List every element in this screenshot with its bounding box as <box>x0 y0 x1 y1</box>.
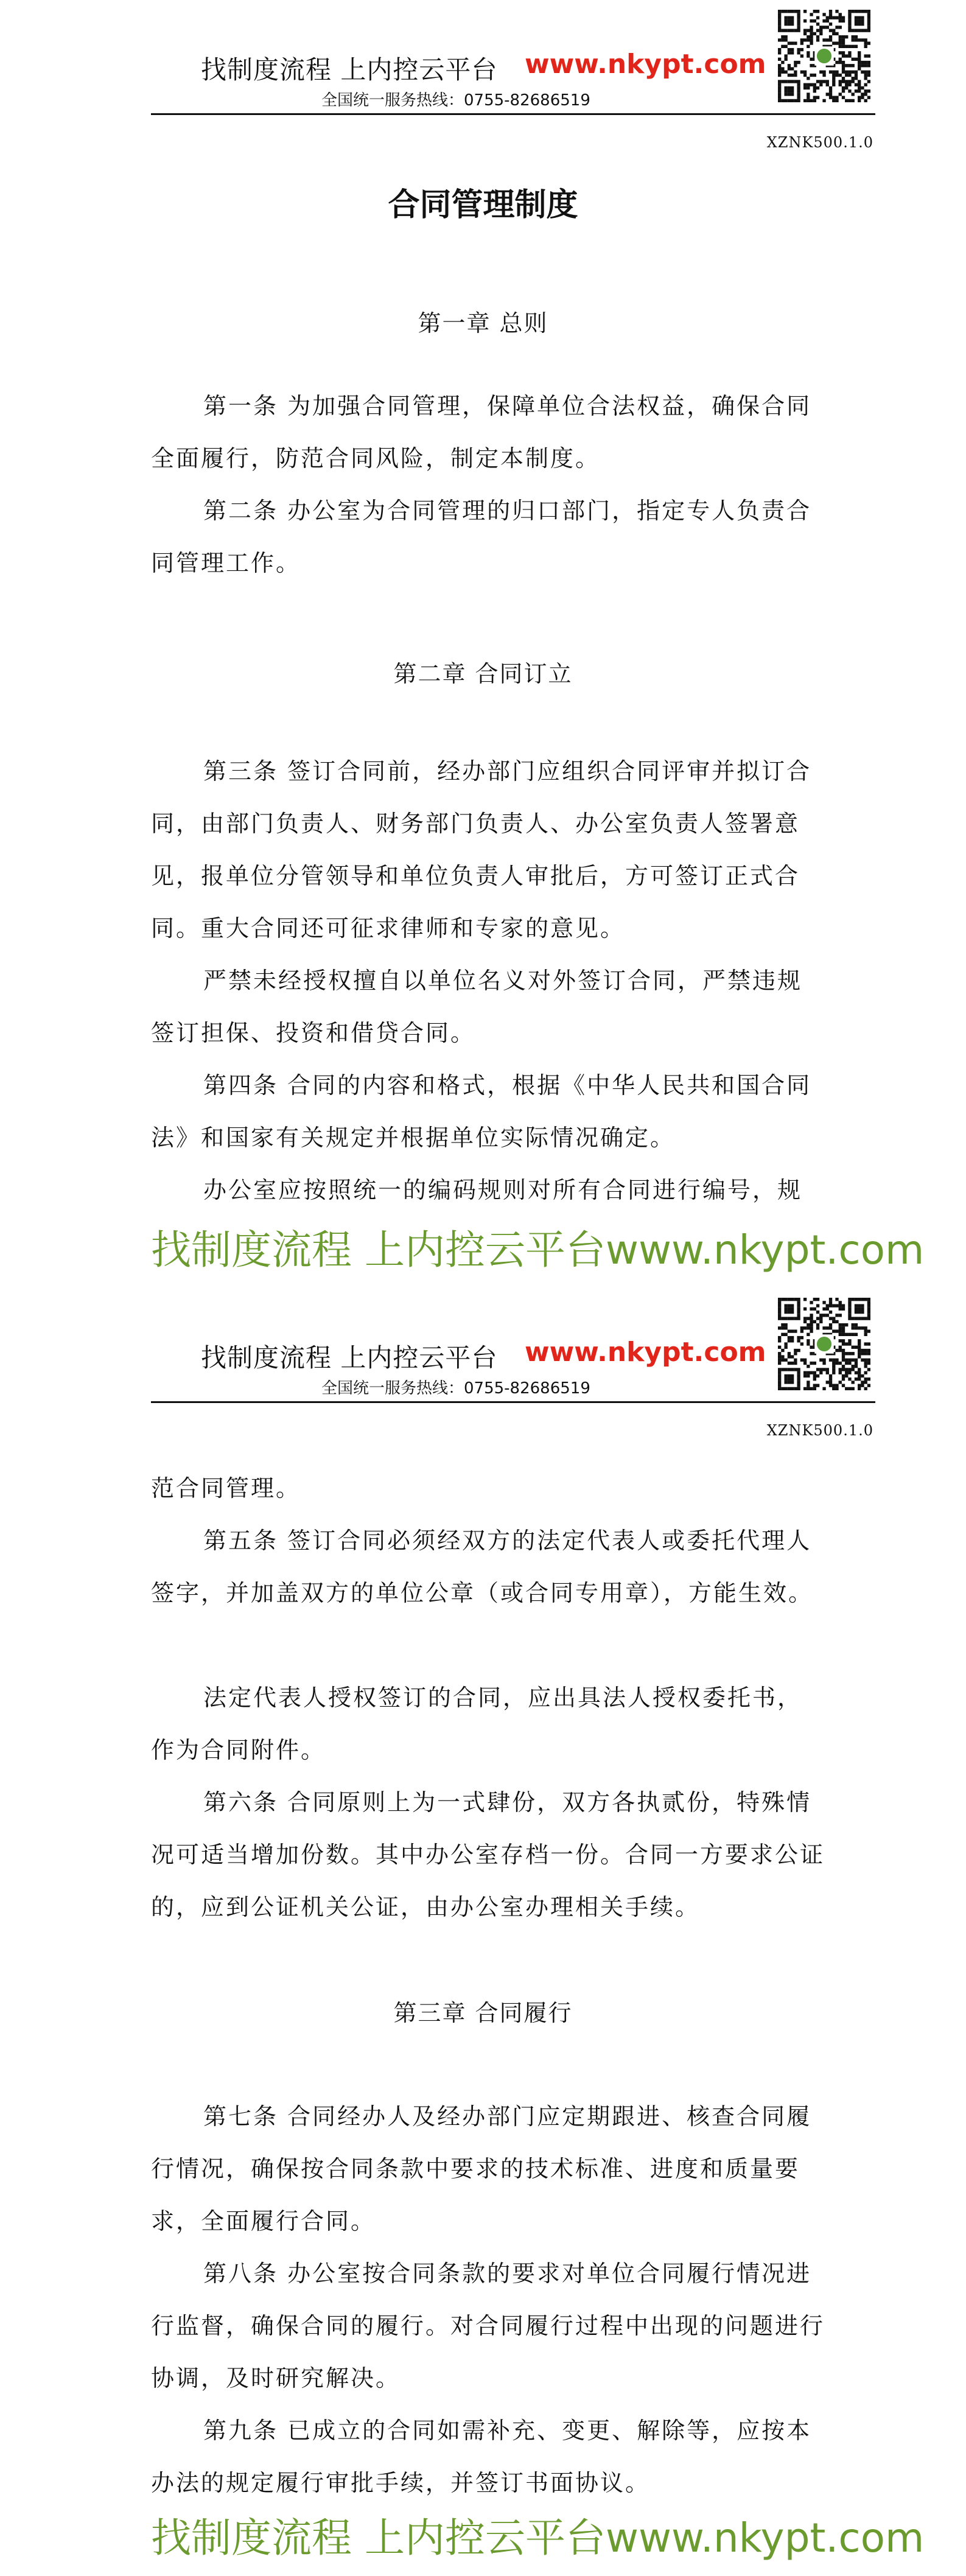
page-header <box>151 0 875 116</box>
article-paragraph: 第六条 合同原则上为一式肆份，双方各执贰份，特殊情况可适当增加份数。其中办公室存档一份。合同一方要求公证的，应到公证机关公证，由办公室办理相关手续。 <box>151 1789 825 1920</box>
header-divider <box>151 1401 875 1403</box>
article-paragraph: 办公室应按照统一的编码规则对所有合同进行编号，规 <box>203 1177 803 1203</box>
document-title: 合同管理制度 <box>388 187 578 223</box>
article-paragraph: 第二条 办公室为合同管理的归口部门，指定专人负责合同管理工作。 <box>151 497 812 576</box>
page-2 <box>0 1288 966 2576</box>
document-number: XZNK500.1.0 <box>766 134 873 151</box>
header-hotline: 全国统一服务热线：0755-82686519 <box>321 91 590 110</box>
qr-code-icon <box>778 1298 870 1390</box>
footer-watermark: 找制度流程 上内控云平台www.nkypt.com <box>151 2515 925 2561</box>
header-hotline: 全国统一服务热线：0755-82686519 <box>321 1379 590 1398</box>
header-url-link[interactable]: www.nkypt.com <box>525 49 766 80</box>
article-paragraph: 严禁未经授权擅自以单位名义对外签订合同，严禁违规签订担保、投资和借贷合同。 <box>151 967 803 1046</box>
header-divider <box>151 113 875 115</box>
article-paragraph: 第九条 已成立的合同如需补充、变更、解除等，应按本办法的规定履行审批手续，并签订书面协议。 <box>151 2417 812 2496</box>
header-url-link[interactable]: www.nkypt.com <box>525 1337 766 1368</box>
footer-watermark: 找制度流程 上内控云平台www.nkypt.com <box>151 1227 925 1273</box>
article-paragraph: 范合同管理。 <box>151 1475 301 1502</box>
header-title: 找制度流程 上内控云平台 <box>201 55 498 85</box>
chapter-heading: 第三章 合同履行 <box>393 2000 573 2026</box>
header-title: 找制度流程 上内控云平台 <box>201 1343 498 1373</box>
article-paragraph: 第三条 签订合同前，经办部门应组织合同评审并拟订合同，由部门负责人、财务部门负责人、办公室负责人签署意见，报单位分管领导和单位负责人审批后，方可签订正式合同。重大合同还可征求律师和专家的意见。 <box>151 758 812 942</box>
article-paragraph: 第一条 为加强合同管理，保障单位合法权益，确保合同全面履行，防范合同风险，制定本制度。 <box>151 393 812 472</box>
article-paragraph: 第七条 合同经办人及经办部门应定期跟进、核查合同履行情况，确保按合同条款中要求的技术标准、进度和质量要求，全面履行合同。 <box>151 2103 812 2235</box>
chapter-heading: 第二章 合同订立 <box>393 660 573 687</box>
document-number: XZNK500.1.0 <box>766 1422 873 1439</box>
article-paragraph: 法定代表人授权签订的合同，应出具法人授权委托书，作为合同附件。 <box>151 1684 803 1763</box>
chapter-heading: 第一章 总则 <box>418 310 548 337</box>
qr-code-icon <box>778 10 870 102</box>
article-paragraph: 第四条 合同的内容和格式，根据《中华人民共和国合同法》和国家有关规定并根据单位实际情况确定。 <box>151 1072 812 1151</box>
page-header <box>151 1288 875 1404</box>
article-paragraph: 第八条 办公室按合同条款的要求对单位合同履行情况进行监督，确保合同的履行。对合同履行过程中出现的问题进行协调，及时研究解决。 <box>151 2260 825 2392</box>
article-paragraph: 第五条 签订合同必须经双方的法定代表人或委托代理人签字，并加盖双方的单位公章（或合同专用章），方能生效。 <box>151 1527 814 1606</box>
